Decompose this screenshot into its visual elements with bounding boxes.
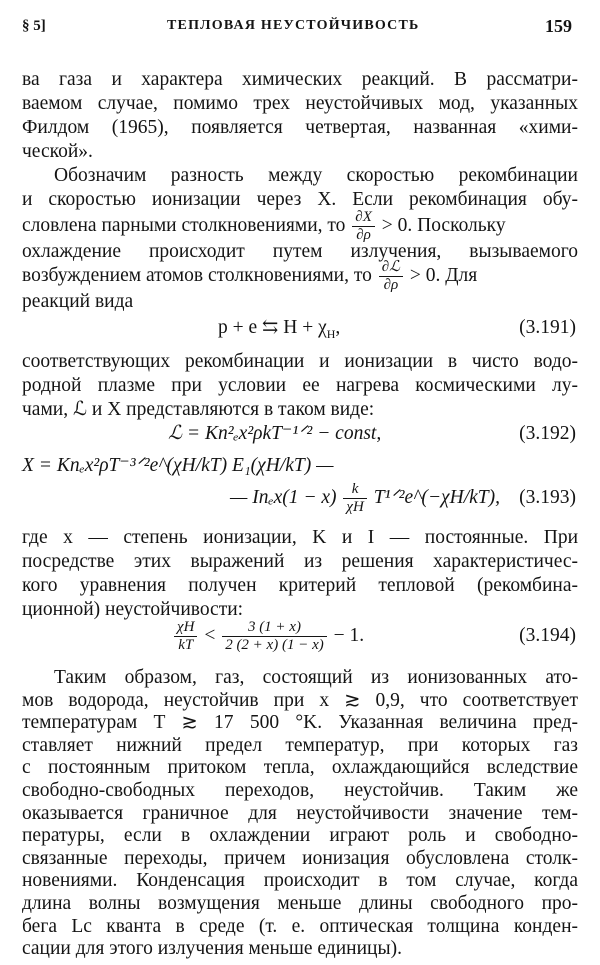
text-line: длина волны возмущения меньше длины свободного про- [22, 893, 578, 914]
equation-number: (3.194) [519, 625, 576, 646]
equation-3-193-line-1: X = Knₑx²ρT⁻³ᐟ²e^(χH/kT) E₁(χH/kT) — [22, 455, 334, 476]
text-line: Филдом (1965), появляется четвертая, названная «хими- [22, 117, 578, 138]
fraction [379, 259, 403, 294]
equation-3-194 [22, 614, 578, 658]
text-line: кого уравнения получен критерий тепловой (рекомбина- [22, 575, 578, 596]
equation-body [218, 316, 340, 340]
running-header [22, 18, 578, 40]
text-line: новениями. Конденсация происходит в том случае, когда [22, 870, 578, 892]
text-line: ваемом случае, помимо трех неустойчивых мод, указанных [22, 93, 578, 114]
text-line-with-fraction [22, 208, 578, 244]
text-line: ставляет нижний предел температур, при которых газ [22, 734, 578, 756]
text-span: словлена парными столкновениями, то [22, 215, 346, 236]
text-span: > 0. Для [409, 265, 478, 286]
fraction [174, 619, 197, 654]
fraction-numerator: χH [174, 619, 197, 637]
text-line: Таким образом, газ, состоящий из ионизованных ато- [54, 667, 578, 688]
text-line: посредстве этих выражений из решения характеристичес- [22, 551, 578, 572]
text-line: температурам T ≳ 17 500 °K. Указанная величина пред- [22, 712, 578, 734]
text-line: мов водорода, неустойчив при x ≳ 0,9, что соответствует [22, 689, 578, 711]
fraction [343, 481, 366, 516]
equation-3-193-line-2 [22, 478, 578, 518]
equation-text: — Inₑx(1 − x) [230, 487, 337, 508]
fraction-denominator: ∂ρ [383, 277, 399, 294]
text-line: оказывается граничное для неустойчивости значение тем- [22, 802, 578, 824]
text-line: с постоянным притоком тепла, охлаждающийся вследствие [22, 757, 578, 779]
fraction [222, 619, 327, 654]
text-line: реакций вида [22, 291, 134, 312]
text-line: бега Lc кванта в среде (т. е. оптическая толщина конден- [22, 915, 578, 937]
equation-text: p + e ⇆ H + χ [218, 317, 327, 338]
page-number: 159 [545, 16, 572, 36]
text-line: ционной) неустойчивости: [22, 599, 244, 620]
text-line: Обозначим разность между скоростью рекомбинации [54, 165, 578, 186]
fraction-numerator: ∂X [352, 209, 375, 227]
text-line: связанные переходы, причем ионизация обусловлена столк- [22, 847, 578, 869]
equation-tail: , [335, 317, 341, 338]
fraction-denominator: χH [346, 499, 364, 516]
equation-text: T¹ᐟ²e^(−χH/kT), [373, 487, 500, 508]
section-marker: § 5] [22, 18, 46, 34]
fraction-numerator: ∂ℒ [379, 259, 403, 277]
text-line: пературы, если в охлаждении играют роль и свободно- [22, 825, 578, 847]
fraction-numerator: 3 (1 + x) [222, 619, 327, 637]
text-span: возбуждением атомов столкновениями, то [22, 265, 372, 286]
fraction [352, 209, 375, 244]
equation-number: (3.191) [519, 317, 576, 338]
equation-body: $\frac{\chi H}{kT}$ < $\frac{3 (1 + x)}{2 (2 + x) (1 - x)}$ − 1. [172, 614, 364, 658]
text-line: охлаждение происходит путем излучения, вызываемого [22, 241, 578, 262]
text-line: сации для этого излучения меньше единицы). [22, 938, 402, 960]
fraction-denominator: ∂ρ [356, 227, 371, 244]
equation-number: (3.193) [519, 487, 576, 508]
text-line: соответствующих рекомбинации и ионизации в чисто водо- [22, 351, 578, 372]
text-span: > 0. Поскольку [381, 215, 506, 236]
fraction-numerator: k [343, 481, 366, 499]
header-title: ТЕПЛОВАЯ НЕУСТОЙЧИВОСТЬ [167, 18, 420, 33]
text-line: свободно-свободных переходов, неустойчив. Таким же [22, 780, 578, 801]
text-line: где x — степень ионизации, K и I — постоянные. При [22, 527, 578, 548]
equation-subscript: H [326, 326, 336, 341]
text-line: ва газа и характера химических реакций. В рассматри- [22, 69, 578, 90]
fraction-denominator: kT [178, 637, 194, 654]
text-line: и скоростью ионизации через X. Если рекомбинация обу- [22, 189, 578, 210]
text-line: родной плазме при условии ее нагрева космическими лу- [22, 375, 578, 396]
fraction-denominator: 2 (2 + x) (1 − x) [225, 637, 324, 654]
equation-number: (3.192) [519, 423, 576, 444]
text-line: чами, ℒ и X представляются в таком виде: [22, 399, 375, 420]
equation-body: ℒ = Kn²ₑx²ρkT⁻¹ᐟ² − const, [168, 423, 382, 444]
text-line-with-fraction [22, 258, 578, 294]
equation-tail: − 1. [333, 625, 365, 646]
text-line: ческой». [22, 141, 93, 162]
equation-body [230, 478, 500, 518]
